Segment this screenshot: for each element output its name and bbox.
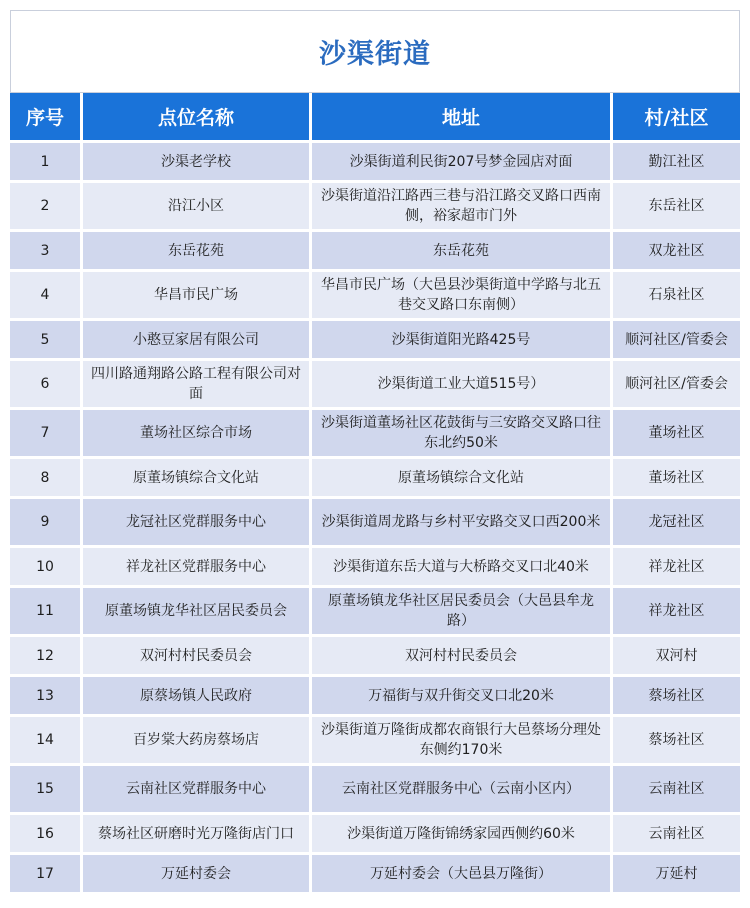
- cell-name: 万延村委会: [83, 855, 312, 895]
- cell-address: 沙渠街道工业大道515号）: [312, 361, 613, 410]
- cell-address: 沙渠街道阳光路425号: [312, 321, 613, 361]
- cell-address: 万福街与双升街交叉口北20米: [312, 677, 613, 717]
- table-row: [10, 272, 740, 321]
- table-row: [10, 183, 740, 232]
- cell-no: 13: [10, 677, 83, 717]
- table-row: [10, 855, 740, 895]
- cell-name: 云南社区党群服务中心: [83, 766, 312, 815]
- table-row: [10, 717, 740, 766]
- cell-community: 云南社区: [613, 766, 740, 815]
- cell-address: 沙渠街道利民街207号梦金园店对面: [312, 143, 613, 183]
- cell-community: 董场社区: [613, 410, 740, 459]
- cell-no: 6: [10, 361, 83, 410]
- table-row: [10, 637, 740, 677]
- cell-no: 2: [10, 183, 83, 232]
- cell-name: 东岳花苑: [83, 232, 312, 272]
- cell-no: 5: [10, 321, 83, 361]
- cell-community: 双龙社区: [613, 232, 740, 272]
- cell-community: 东岳社区: [613, 183, 740, 232]
- cell-no: 1: [10, 143, 83, 183]
- table-row: [10, 499, 740, 548]
- cell-name: 龙冠社区党群服务中心: [83, 499, 312, 548]
- cell-no: 7: [10, 410, 83, 459]
- cell-no: 10: [10, 548, 83, 588]
- cell-name: 原董场镇综合文化站: [83, 459, 312, 499]
- table-row: [10, 815, 740, 855]
- cell-name: 百岁棠大药房蔡场店: [83, 717, 312, 766]
- cell-community: 万延村: [613, 855, 740, 895]
- cell-community: 顺河社区/管委会: [613, 361, 740, 410]
- title-banner: [10, 10, 740, 93]
- collection-points-table: [10, 93, 740, 895]
- table-row: [10, 459, 740, 499]
- cell-address: 沙渠街道沿江路西三巷与沿江路交叉路口西南侧，裕家超市门外: [312, 183, 613, 232]
- cell-address: 原董场镇龙华社区居民委员会（大邑县牟龙路）: [312, 588, 613, 637]
- cell-name: 小憨豆家居有限公司: [83, 321, 312, 361]
- cell-community: 双河村: [613, 637, 740, 677]
- table-row: [10, 766, 740, 815]
- header-no: 序号: [10, 93, 83, 143]
- cell-name: 华昌市民广场: [83, 272, 312, 321]
- table-row: [10, 677, 740, 717]
- table-row: [10, 321, 740, 361]
- cell-address: 沙渠街道东岳大道与大桥路交叉口北40米: [312, 548, 613, 588]
- cell-name: 沙渠老学校: [83, 143, 312, 183]
- cell-name: 双河村村民委员会: [83, 637, 312, 677]
- header-name: 点位名称: [83, 93, 312, 143]
- cell-no: 12: [10, 637, 83, 677]
- cell-community: 顺河社区/管委会: [613, 321, 740, 361]
- cell-address: 华昌市民广场（大邑县沙渠街道中学路与北五巷交叉路口东南侧）: [312, 272, 613, 321]
- cell-no: 17: [10, 855, 83, 895]
- cell-address: 双河村村民委员会: [312, 637, 613, 677]
- cell-community: 董场社区: [613, 459, 740, 499]
- cell-no: 16: [10, 815, 83, 855]
- table-row: [10, 143, 740, 183]
- cell-community: 蔡场社区: [613, 717, 740, 766]
- cell-address: 东岳花苑: [312, 232, 613, 272]
- cell-no: 4: [10, 272, 83, 321]
- cell-community: 蔡场社区: [613, 677, 740, 717]
- cell-no: 3: [10, 232, 83, 272]
- cell-community: 龙冠社区: [613, 499, 740, 548]
- header-address: 地址: [312, 93, 613, 143]
- cell-community: 云南社区: [613, 815, 740, 855]
- cell-name: 四川路通翔路公路工程有限公司对面: [83, 361, 312, 410]
- cell-address: 云南社区党群服务中心（云南小区内）: [312, 766, 613, 815]
- cell-name: 沿江小区: [83, 183, 312, 232]
- table-row: [10, 361, 740, 410]
- table-row: [10, 232, 740, 272]
- cell-no: 15: [10, 766, 83, 815]
- cell-name: 董场社区综合市场: [83, 410, 312, 459]
- page-title: 沙渠街道: [319, 39, 431, 70]
- table-row: [10, 588, 740, 637]
- cell-address: 原董场镇综合文化站: [312, 459, 613, 499]
- cell-community: 勤江社区: [613, 143, 740, 183]
- table-row: [10, 548, 740, 588]
- cell-name: 蔡场社区研磨时光万隆街店门口: [83, 815, 312, 855]
- cell-no: 8: [10, 459, 83, 499]
- cell-name: 祥龙社区党群服务中心: [83, 548, 312, 588]
- cell-community: 祥龙社区: [613, 588, 740, 637]
- header-community: 村/社区: [613, 93, 740, 143]
- cell-no: 11: [10, 588, 83, 637]
- cell-community: 石泉社区: [613, 272, 740, 321]
- cell-address: 沙渠街道董场社区花鼓街与三安路交叉路口往东北约50米: [312, 410, 613, 459]
- table-row: [10, 410, 740, 459]
- cell-community: 祥龙社区: [613, 548, 740, 588]
- cell-no: 14: [10, 717, 83, 766]
- cell-address: 沙渠街道万隆街成都农商银行大邑蔡场分理处东侧约170米: [312, 717, 613, 766]
- cell-name: 原董场镇龙华社区居民委员会: [83, 588, 312, 637]
- table-header-row: [10, 93, 740, 143]
- cell-no: 9: [10, 499, 83, 548]
- cell-address: 沙渠街道万隆街锦绣家园西侧约60米: [312, 815, 613, 855]
- cell-address: 沙渠街道周龙路与乡村平安路交叉口西200米: [312, 499, 613, 548]
- cell-name: 原蔡场镇人民政府: [83, 677, 312, 717]
- cell-address: 万延村委会（大邑县万隆街）: [312, 855, 613, 895]
